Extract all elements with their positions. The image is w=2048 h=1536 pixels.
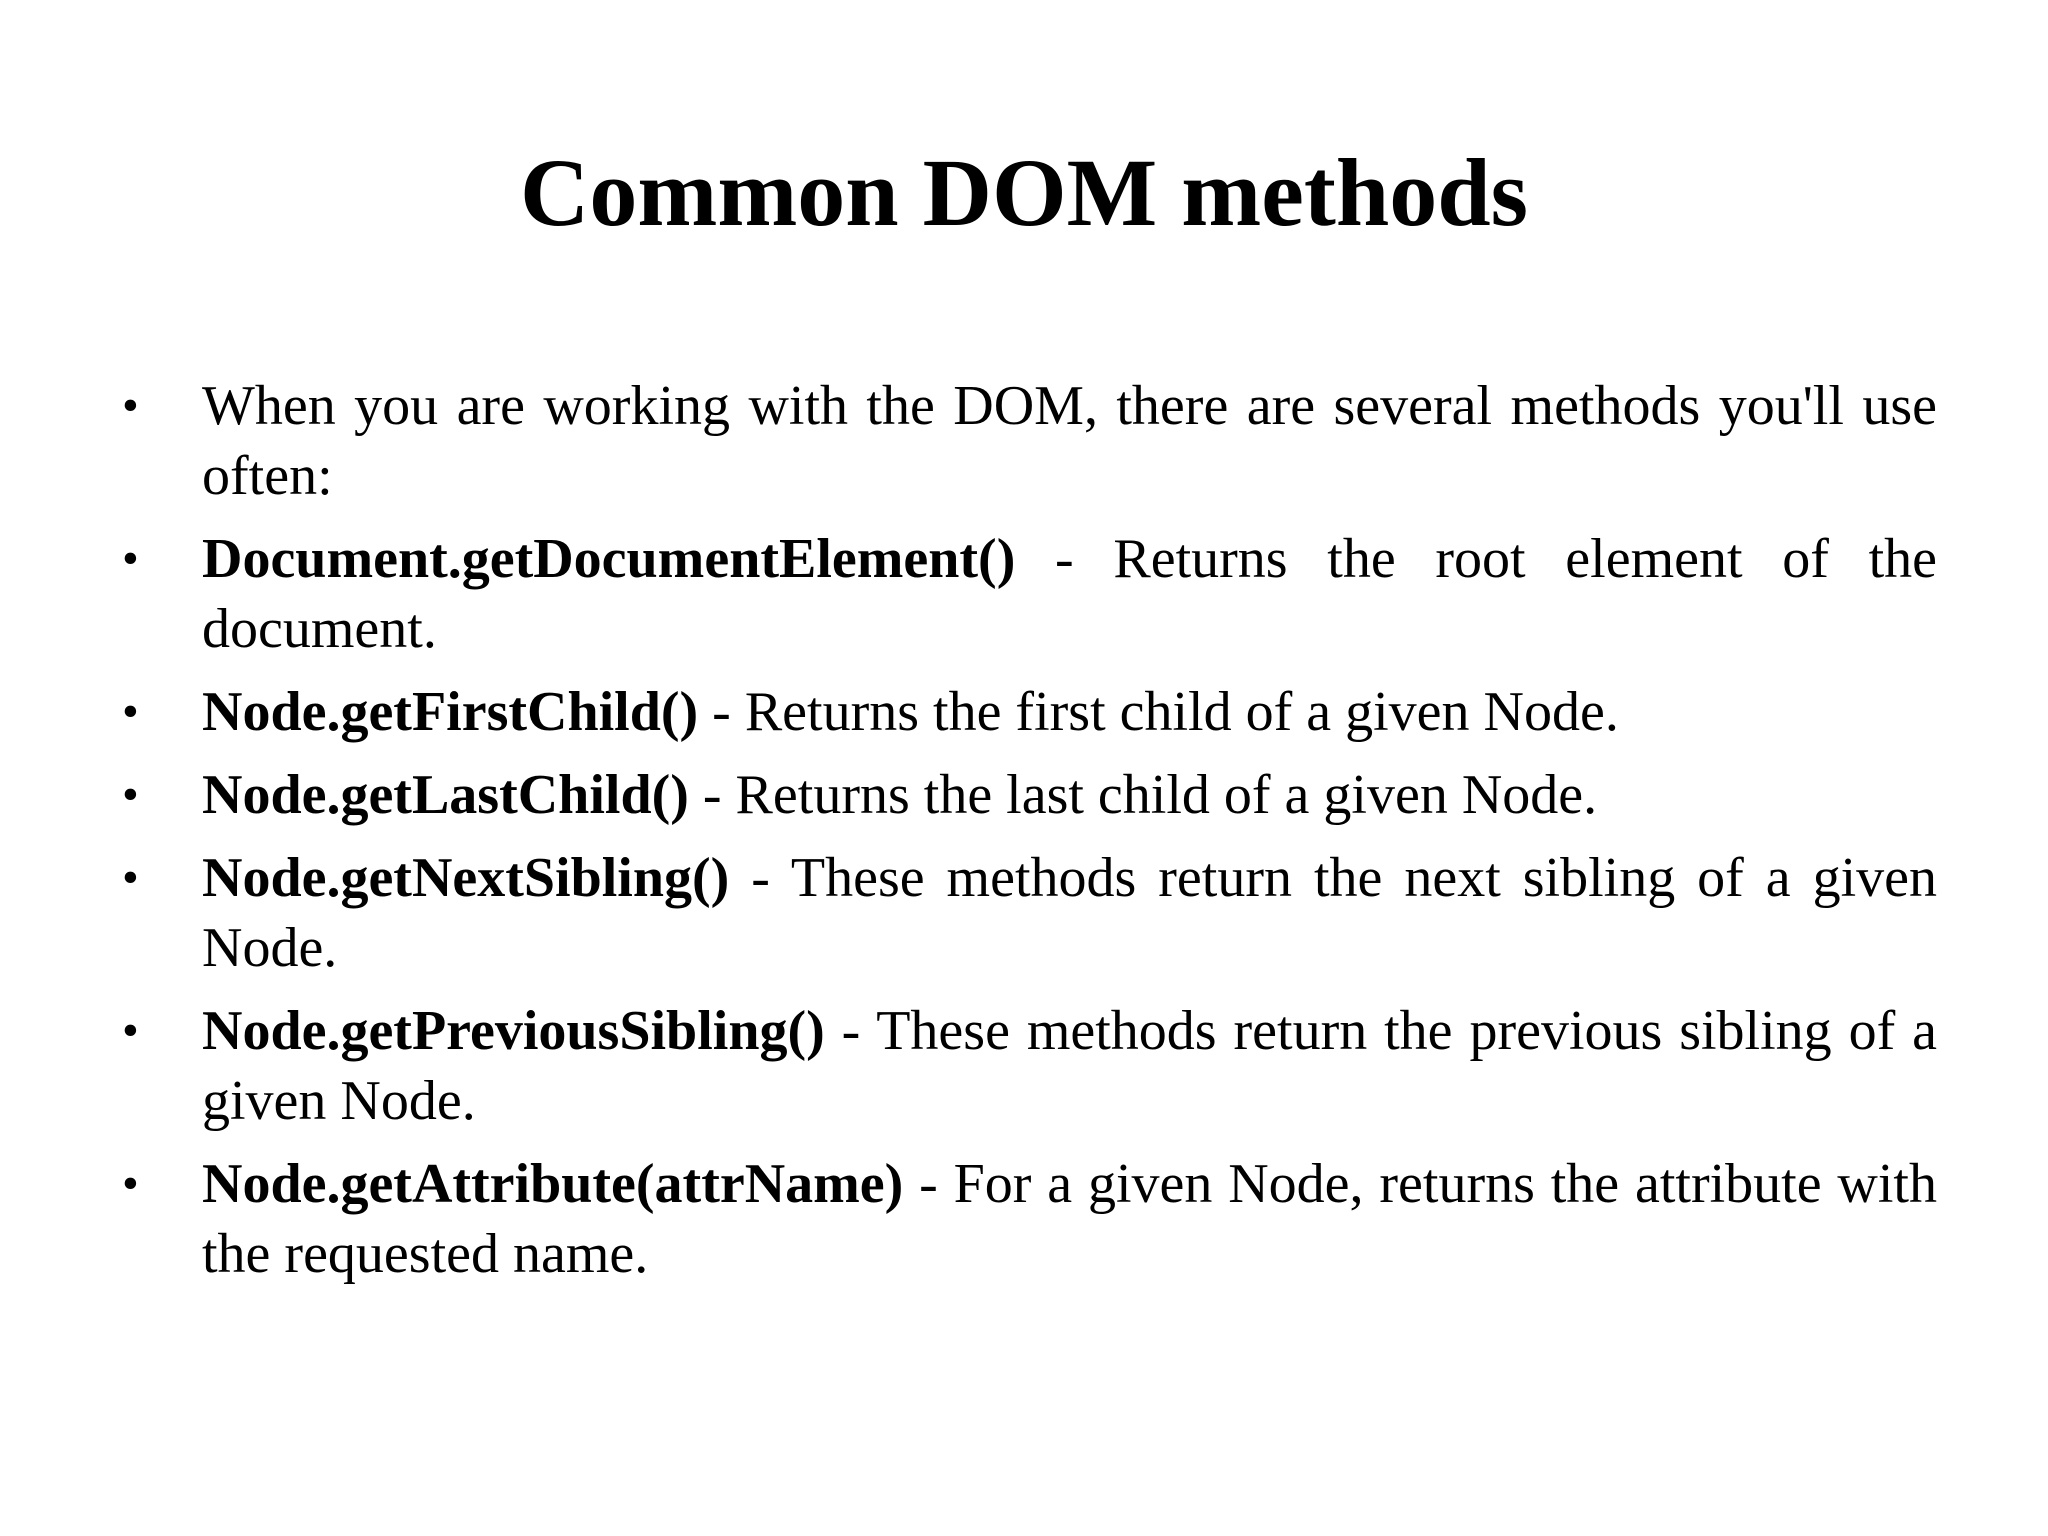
bullet-intro: [122, 371, 1937, 511]
bullet-icon: •: [122, 685, 139, 738]
bullet-get-first-child: [122, 677, 1937, 747]
bullet-get-document-element: [122, 524, 1937, 664]
method-name: Node.getPreviousSibling(): [202, 1000, 825, 1062]
bullet-get-previous-sibling: [122, 996, 1937, 1136]
bullet-text: For a given Node, returns the attribute with the requested name.: [202, 1153, 1937, 1285]
separator: -: [729, 847, 791, 909]
bullet-icon: •: [122, 532, 139, 585]
separator: -: [824, 1000, 877, 1062]
separator: -: [698, 681, 745, 743]
slide-title: Common DOM methods: [520, 139, 1528, 246]
separator: -: [688, 764, 736, 826]
bullet-get-next-sibling: [122, 843, 1938, 983]
bullet-text: When you are working with the DOM, there are several methods you'll use often:: [202, 375, 1937, 507]
bullet-text: Returns the root element of the document.: [202, 528, 1937, 660]
bullet-text: Returns the last child of a given Node.: [735, 764, 1598, 826]
bullet-text: Returns the first child of a given Node.: [744, 681, 1619, 743]
method-name: Node.getNextSibling(): [202, 847, 730, 909]
bullet-icon: •: [122, 768, 139, 821]
separator: -: [1015, 528, 1114, 590]
bullet-icon: •: [122, 1004, 139, 1057]
bullet-icon: •: [122, 851, 139, 904]
bullet-get-last-child: [122, 760, 1937, 830]
bullet-icon: •: [122, 1157, 139, 1210]
method-name: Node.getAttribute(attrName): [202, 1153, 904, 1215]
bullet-icon: •: [122, 379, 139, 432]
method-name: Node.getLastChild(): [202, 764, 689, 826]
method-name: Node.getFirstChild(): [202, 681, 699, 743]
bullet-text: These methods return the next sibling of a given Node.: [202, 847, 1938, 979]
separator: -: [903, 1153, 954, 1215]
bullet-text: These methods return the previous sibling of a given Node.: [202, 1000, 1937, 1132]
bullet-get-attribute: [122, 1149, 1937, 1289]
method-name: Document.getDocumentElement(): [202, 528, 1016, 590]
bullet-list: [122, 371, 1938, 1302]
